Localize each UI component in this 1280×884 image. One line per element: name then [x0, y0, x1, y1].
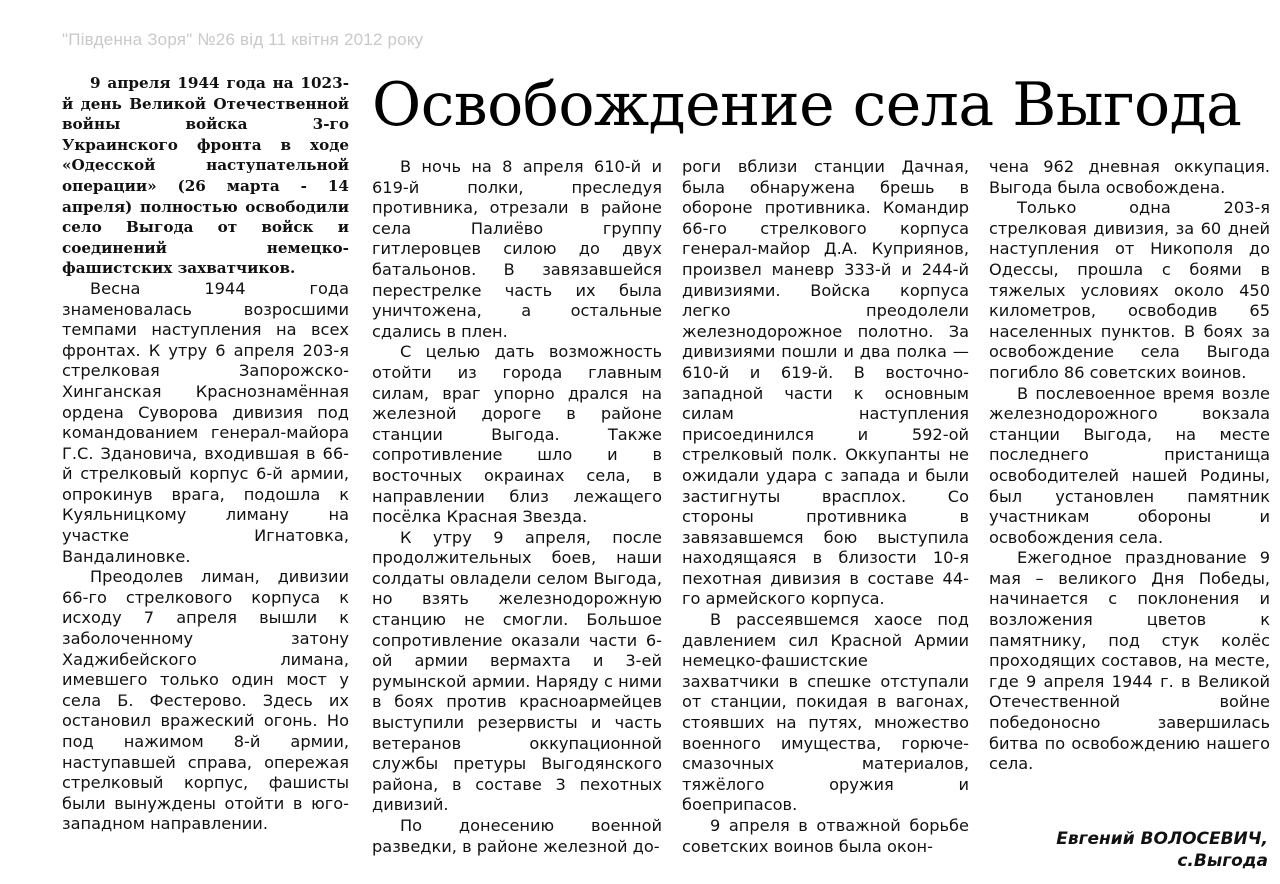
author-name: Евгений ВОЛОСЕВИЧ, — [1056, 829, 1268, 849]
author-location: с.Выгода — [1177, 851, 1268, 871]
article-column-3 — [682, 157, 969, 857]
article-paragraph: К утру 9 апреля, после продолжительных боев, наши солдаты овладели селом Выгода, но взять железнодорожную станцию не смогли. Большое сопротивление оказали части 6-ой армии вермахта и 3-ей румынской армии. Наряду с ними в боях против красноармейцев выступили резервисты и часть ветеранов оккупационной службы претуры Выгодянского района, в составе 3 пехотных дивизий. — [372, 527, 662, 815]
article-byline — [1056, 828, 1268, 872]
article-paragraph: В рассеявшемся хаосе под давлением сил Красной Армии немецко-фашистские захватчики в спешке отступали от станции, покидая в вагонах, стоявших на путях, множество военного имущества, горюче-смазочных материалов, тяжёлого оружия и боеприпасов. — [682, 610, 969, 815]
article-paragraph-continued: роги вблизи станции Дачная, была обнаружена брешь в обороне противника. Командир 66-го стрелкового корпуса генерал-майор Д.А. Куприянов, произвел маневр 333-й и 244-й дивизиями. Войска корпуса легко преодолели железнодорожное полотно. За дивизиями пошли и два полка — 610-й и 619-й. В восточно-западной части к основным силам наступления присоединился и 592-ой стрелковый полк. Оккупанты не ожидали удара с запада и были застигнуты врасплох. Со стороны противника в завязавшемся бою выступила находящаяся в близости 10-я пехотная дивизия в составе 44-го армейского корпуса. — [682, 157, 969, 609]
article-column-4 — [989, 157, 1270, 775]
article-paragraph: В послевоенное время возле железнодорожного вокзала станции Выгода, на месте последнего пристанища освободителей нашей Родины, был установлен памятник участникам обороны и освобождения села. — [989, 383, 1270, 547]
article-column-1 — [62, 73, 349, 835]
article-paragraph: В ночь на 8 апреля 610-й и 619-й полки, преследуя противника, отрезали в районе села Палиёво группу гитлеровцев силою до двух батальонов. В завязавшейся перестрелке часть их была уничтожена, а остальные сдались в плен. — [372, 157, 662, 341]
article-column-2 — [372, 157, 662, 857]
article-lead-paragraph: 9 апреля 1944 года на 1023-й день Великой Отечественной войны войска 3-го Украинского фронта в ходе «Одесской наступательной операции» (26 марта - 14 апреля) полностью освободили село Выгода от войск и соединений немецко-фашистских захватчиков. — [62, 74, 349, 278]
newspaper-source-caption: "Південна Зоря" №26 від 11 квітня 2012 року — [62, 30, 424, 49]
article-paragraph: Преодолев лиман, дивизии 66-го стрелкового корпуса к исходу 7 апреля вышли к заболоченному затону Хаджибейского лимана, имевшего только один мост у села Б. Фестерово. Здесь их остановил вражеский огонь. Но под нажимом 8-й армии, наступавшей справа, опережая стрелковый корпус, фашисты были вынуждены отойти в юго-западном направлении. — [62, 567, 349, 834]
article-paragraph: Только одна 203-я стрелковая дивизия, за 60 дней наступления от Никополя до Одессы, прошла с боями в тяжелых условиях около 450 километров, освободив 65 населенных пунктов. В боях за освобождение села Выгода погибло 86 советских воинов. — [989, 198, 1270, 382]
article-paragraph-continued: чена 962 дневная оккупация. Выгода была освобождена. — [989, 157, 1270, 197]
article-paragraph: По донесению военной разведки, в районе железной до- — [372, 816, 662, 856]
article-paragraph: С целью дать возможность отойти из города главным силам, враг упорно дрался на железной дороге в районе станции Выгода. Также сопротивление шло и в восточных окраинах села, в направлении близ лежащего посёлка Красная Звезда. — [372, 342, 662, 527]
article-paragraph: Ежегодное празднование 9 мая – великого Дня Победы, начинается с поклонения и возложения цветов к памятнику, под стук колёс проходящих составов, на месте, где 9 апреля 1944 г. в Великой Отечественной войне победоносно завершилась битва по освобождению нашего села. — [989, 548, 1270, 774]
article-headline: Освобождение села Выгода — [372, 70, 1242, 140]
article-paragraph: 9 апреля в отважной борьбе советских воинов была окон- — [682, 816, 969, 856]
article-paragraph: Весна 1944 года знаменовалась возросшими темпами наступления на всех фронтах. К утру 6 апреля 203-я стрелковая Запорожско-Хинганская Краснознамённая ордена Суворова дивизия под командованием генерал-майора Г.С. Здановича, входившая в 66-й стрелковый корпус 6-й армии, опрокинув врага, подошла к Куяльницкому лиману на участке Игнатовка, Вандалиновке. — [62, 278, 349, 566]
